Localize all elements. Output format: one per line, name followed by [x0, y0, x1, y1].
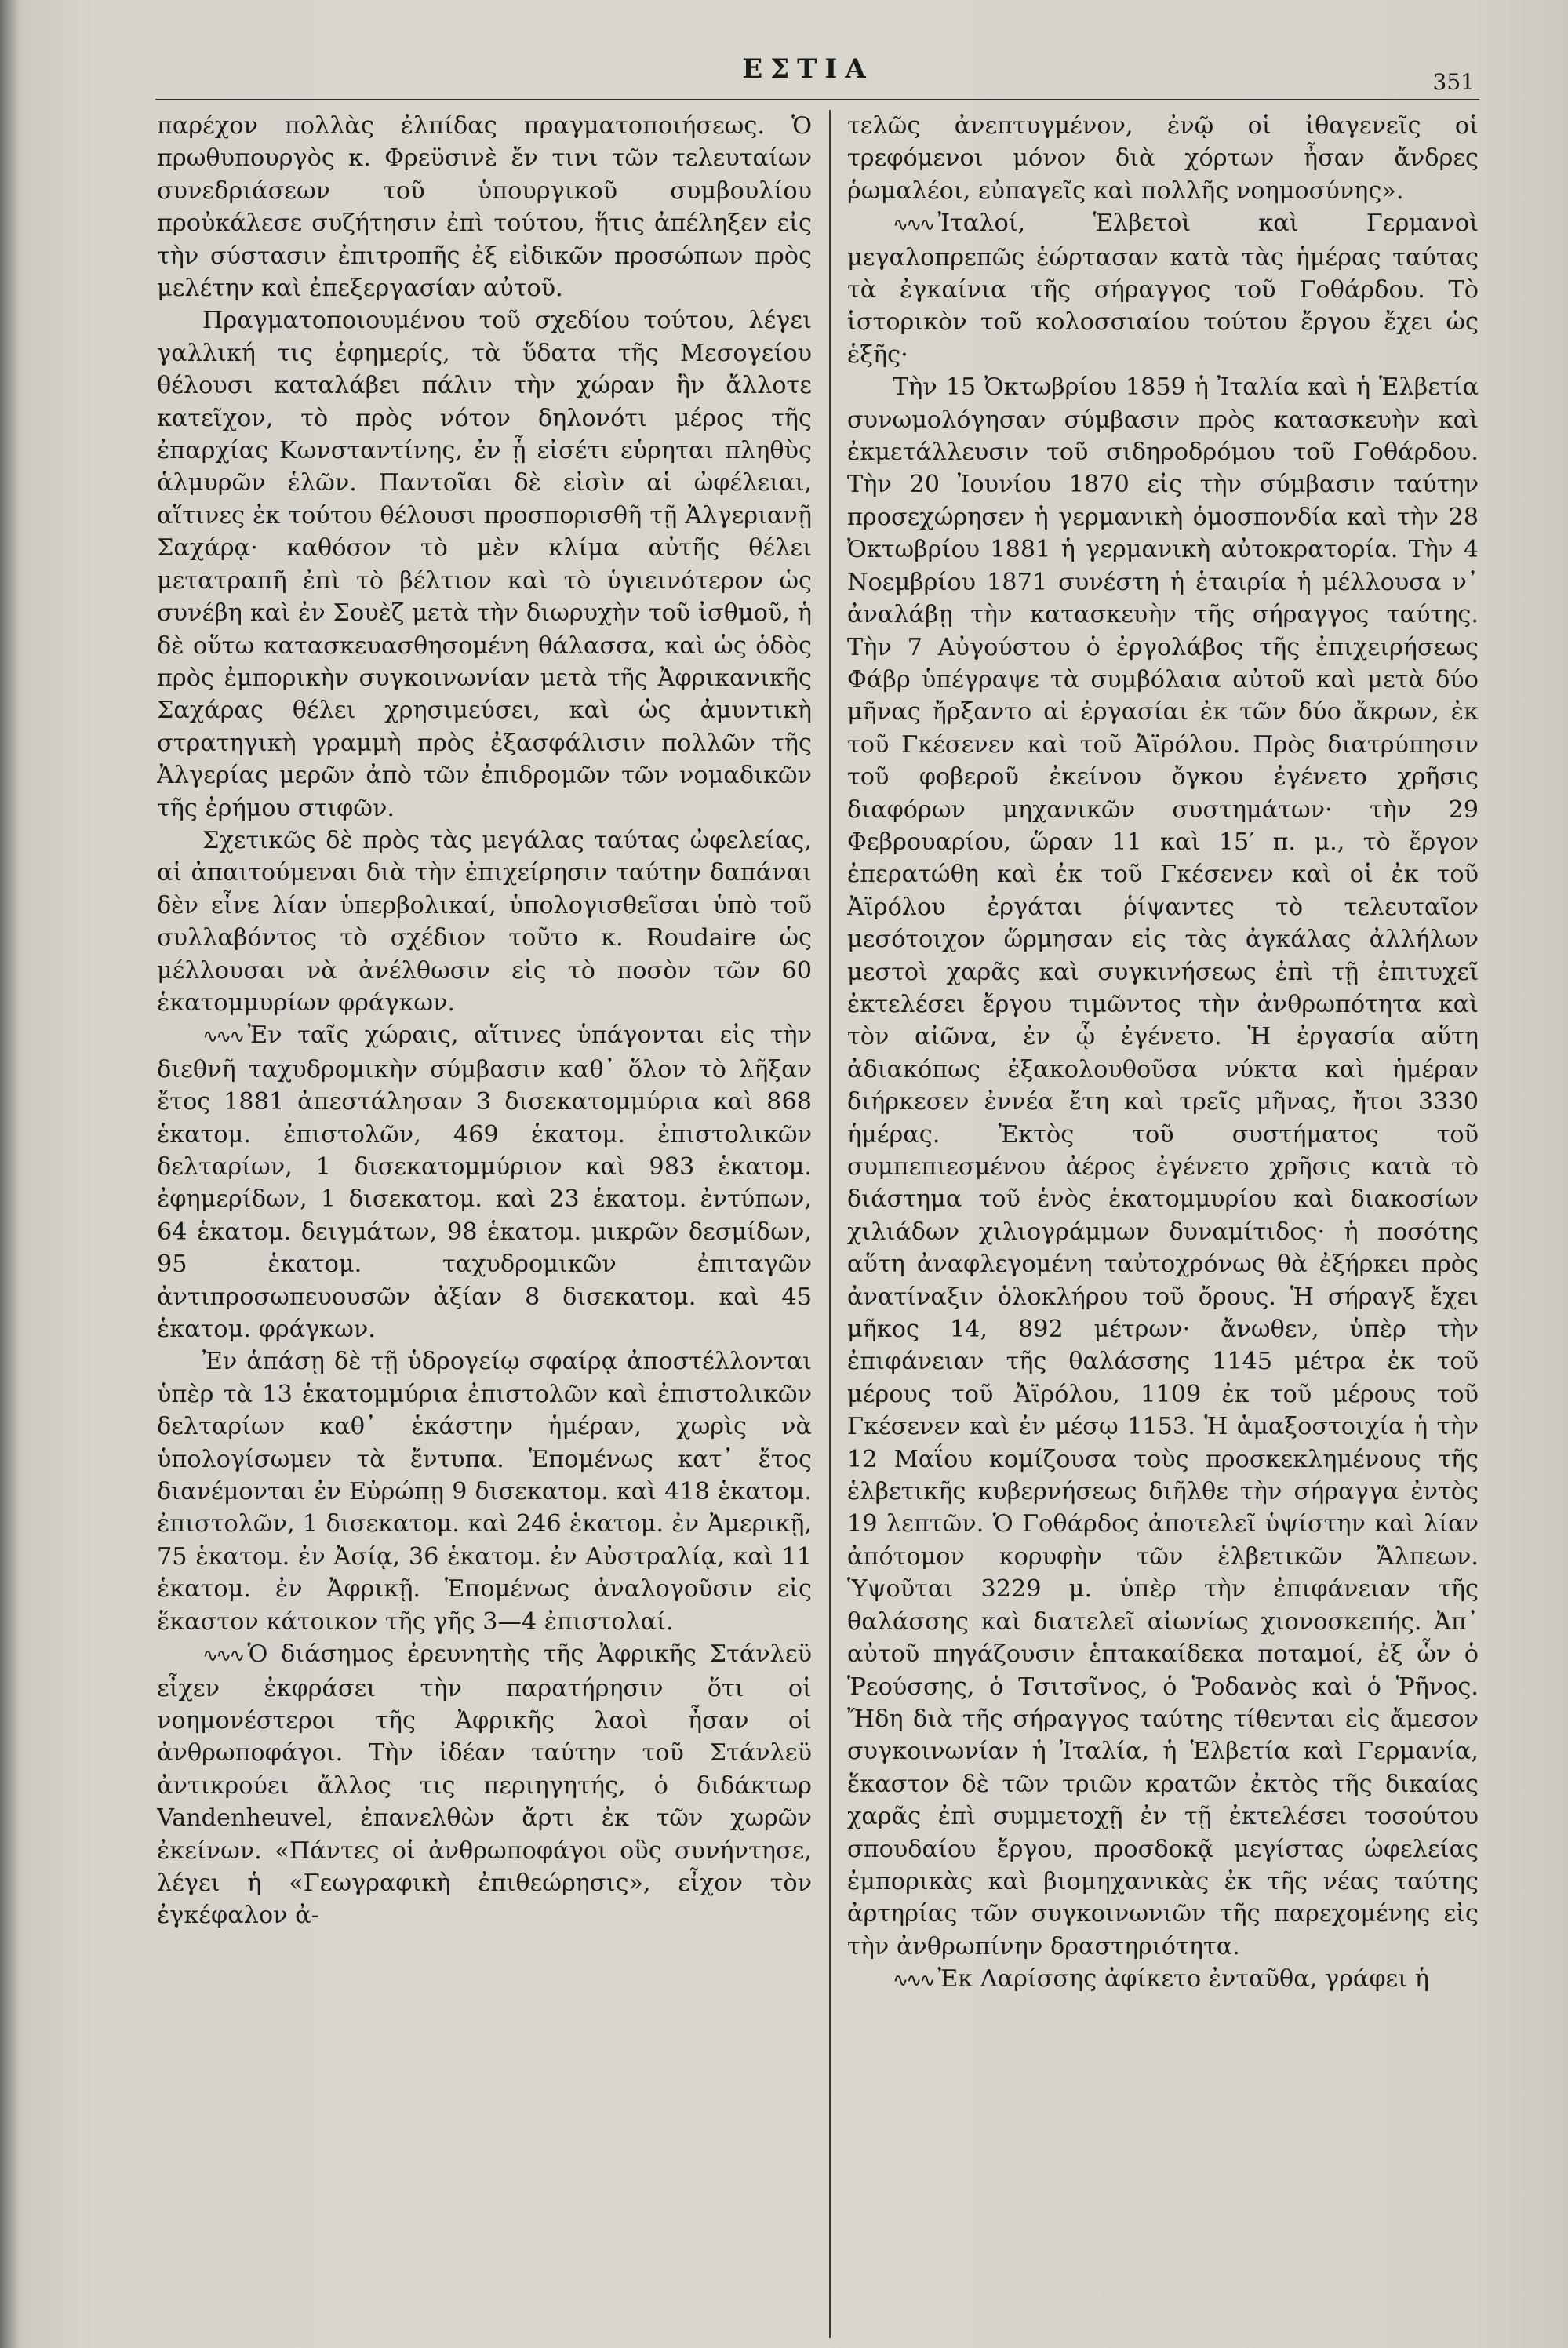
- paragraph-stanley-text: Ὁ διάσημος ἐρευνητὴς τῆς Ἀφρικῆς Στάνλεϋ εἶχεν ἐκφράσει τὴν παρατήρησιν ὅτι οἱ νοημονέστεροι τῆς Ἀφρικῆς λαοὶ ἦσαν οἱ ἀνθρωποφάγοι. Τὴν ἰδέαν ταύτην τοῦ Στάνλεϋ ἀντικρούει ἄλλος τις περιηγητής, ὁ διδάκτωρ Vandenheuvel, ἐπανελθὼν ἄρτι ἐκ τῶν χωρῶν ἐκείνων. «Πάντες οἱ ἀνθρωποφάγοι οὓς συνήντησε, λέγει ἡ «Γεωγραφικὴ ἐπιθεώρησις», εἶχον τὸν ἐγκέφαλον ἀ-: [157, 1640, 812, 1930]
- section-mark: ∿∿∿: [893, 1969, 933, 1992]
- paragraph-postal-union-text: Ἐν ταῖς χώραις, αἵτινες ὑπάγονται εἰς τὴν διεθνῆ ταχυδρομικὴν σύμβασιν καθ᾽ ὅλον τὸ λῆξαν ἔτος 1881 ἀπεστάλησαν 3 δισεκατομμύρια καὶ 868 ἑκατομ. ἐπιστολῶν, 469 ἑκατομ. ἐπιστολικῶν δελταρίων, 1 δισεκατομμύριον καὶ 983 ἑκατομ. ἐφημερίδων, 1 δισεκατομ. καὶ 23 ἑκατομ. ἐντύπων, 64 ἑκατομ. δειγμάτων, 98 ἑκατομ. μικρῶν δεσμίδων, 95 ἑκατομ. ταχυδρομικῶν ἐπιταγῶν ἀντιπροσωπευουσῶν ἀξίαν 8 δισεκατομ. καὶ 45 ἑκατομ. φράγκων.: [157, 1021, 812, 1344]
- right-column: [847, 110, 1479, 1997]
- section-mark: ∿∿∿: [202, 1025, 243, 1048]
- paragraph-costs: Σχετικῶς δὲ πρὸς τὰς μεγάλας ταύτας ὠφελείας, αἱ ἀπαιτούμεναι διὰ τὴν ἐπιχείρησιν ταύτην δαπάναι δὲν εἶνε λίαν ὑπερβολικαί, ὑπολογισθεῖσαι ὑπὸ τοῦ συλλαβόντος τὸ σχέδιον τοῦτο κ. Roudaire ὡς μέλλουσαι νὰ ἀνέλθωσιν εἰς τὸ ποσὸν τῶν 60 ἑκατομμυρίων φράγκων.: [157, 826, 812, 1017]
- paragraph-sahara-sea: Πραγματοποιουμένου τοῦ σχεδίου τούτου, λέγει γαλλική τις ἐφημερίς, τὰ ὕδατα τῆς Μεσογείου θέλουσι καταλάβει πάλιν τὴν χώραν ἣν ἄλλοτε κατεῖχον, τὸ πρὸς νότον δηλονότι μέρος τῆς ἐπαρχίας Κωνσταντίνης, ἐν ᾗ εἰσέτι εὑρηται πληθὺς ἁλμυρῶν ἑλῶν. Παντοῖαι δὲ εἰσὶν αἱ ὠφέλειαι, αἵτινες ἐκ τούτου θέλουσι προσπορισθῆ τῇ Ἀλγεριανῇ Σαχάρᾳ· καθόσον τὸ μὲν κλίμα αὐτῆς θέλει μετατραπῆ ἐπὶ τὸ βέλτιον καὶ τὸ ὑγιεινότερον ὡς συνέβη καὶ ἐν Σουὲζ μετὰ τὴν διωρυχὴν τοῦ ἰσθμοῦ, ἡ δὲ οὕτω κατασκευασθησομένη θάλασσα, καὶ ὡς ὁδὸς πρὸς ἐμπορικὴν συγκοινωνίαν μετὰ τῆς Ἀφρικανικῆς Σαχάρας θέλει χρησιμεύσει, καὶ ὡς ἀμυντικὴ στρατηγικὴ γραμμὴ πρὸς ἐξασφάλισιν πολλῶν τῆς Ἀλγερίας μερῶν ἀπὸ τῶν ἐπιδρομῶν τῶν νομαδικῶν τῆς ἐρήμου στιφῶν.: [157, 307, 812, 822]
- paragraph-stanley: [157, 1638, 812, 1932]
- paragraph-larissa-text: Ἐκ Λαρίσσης ἀφίκετο ἐνταῦθα, γράφει ἡ: [937, 1965, 1429, 1993]
- section-mark: ∿∿∿: [202, 1644, 243, 1667]
- paragraph-roudaire-intro: παρέχον πολλὰς ἐλπίδας πραγματοποιήσεως. Ὁ πρωθυπουργὸς κ. Φρεϋσινὲ ἔν τινι τῶν τελευταίων συνεδριάσεων τοῦ ὑπουργικοῦ συμβουλίου προὐκάλεσε συζήτησιν ἐπὶ τούτου, ἥτις ἀπέληξεν εἰς τὴν σύστασιν ἐπιτροπῆς ἐξ εἰδικῶν προσώπων πρὸς μελέτην καὶ ἐπεξεργασίαν αὐτοῦ.: [157, 112, 812, 303]
- paragraph-world-letters: Ἐν ἁπάσῃ δὲ τῇ ὑδρογείῳ σφαίρᾳ ἀποστέλλονται ὑπὲρ τὰ 13 ἑκατομμύρια ἐπιστολῶν καὶ ἐπιστολικῶν δελταρίων καθ᾽ ἑκάστην ἡμέραν, χωρὶς νὰ ὑπολογίσωμεν τὰ ἔντυπα. Ἑπομένως κατ᾽ ἔτος διανέμονται ἐν Εὐρώπῃ 9 δισεκατομ. καὶ 418 ἑκατομ. ἐπιστολῶν, 1 δισεκατομ. καὶ 246 ἑκατομ. ἐν Ἀμερικῇ, 75 ἑκατομ. ἐν Ἀσίᾳ, 36 ἑκατομ. ἐν Αὐστραλίᾳ, καὶ 11 ἑκατομ. ἐν Ἀφρικῇ. Ἑπομένως ἀναλογοῦσιν εἰς ἕκαστον κάτοικον τῆς γῆς 3—4 ἐπιστολαί.: [157, 1348, 812, 1636]
- paragraph-gotthard-intro-text: Ἰταλοί, Ἑλβετοὶ καὶ Γερμανοὶ μεγαλοπρεπῶς ἑώρτασαν κατὰ τὰς ἡμέρας ταύτας τὰ ἐγκαίνια τῆς σήραγγος τοῦ Γοθάρδου. Τὸ ἱστορικὸν τοῦ κολοσσιαίου τούτου ἔργου ἔχει ὡς ἑξῆς·: [847, 209, 1479, 369]
- page-header: [141, 49, 1475, 96]
- binding-shadow: [0, 0, 20, 2348]
- paragraph-larissa: [847, 1963, 1479, 1997]
- paragraph-gotthard-intro: [847, 207, 1479, 371]
- masthead-title: ΕΣΤΙΑ: [742, 53, 874, 85]
- column-divider: [829, 110, 831, 2338]
- page-number: 351: [1432, 69, 1475, 95]
- section-mark: ∿∿∿: [893, 213, 933, 236]
- left-column: [157, 110, 812, 1932]
- header-rule: [155, 99, 1479, 100]
- paragraph-cannibals-end: τελῶς ἀνεπτυγμένον, ἐνῷ οἱ ἰθαγενεῖς οἱ τρεφόμενοι μόνον διὰ χόρτων ἦσαν ἄνδρες ῥωμαλέοι, εὐπαγεῖς καὶ πολλῆς νοημοσύνης».: [847, 112, 1479, 205]
- paragraph-gotthard-history: Τὴν 15 Ὀκτωβρίου 1859 ἡ Ἰταλία καὶ ἡ Ἑλβετία συνωμολόγησαν σύμβασιν πρὸς κατασκευὴν καὶ ἐκμετάλλευσιν τοῦ σιδηροδρόμου τοῦ Γοθάρδου. Τὴν 20 Ἰουνίου 1870 εἰς τὴν σύμβασιν ταύτην προσεχώρησεν ἡ γερμανικὴ ὁμοσπονδία καὶ τὴν 28 Ὀκτωβρίου 1881 ἡ γερμανικὴ αὐτοκρατορία. Τὴν 4 Νοεμβρίου 1871 συνέστη ἡ ἑταιρία ἡ μέλλουσα ν᾽ ἀναλάβῃ τὴν κατασκευὴν τῆς σήραγγος ταύτης. Τὴν 7 Αὐγούστου ὁ ἐργολάβος τῆς ἐπιχειρήσεως Φάβρ ὑπέγραψε τὰ συμβόλαια αὐτοῦ καὶ μετὰ δύο μῆνας ἤρξαντο αἱ ἐργασίαι ἐκ τῶν δύο ἄκρων, ἐκ τοῦ Γκέσενεν καὶ τοῦ Ἀϊρόλου. Πρὸς διατρύπησιν τοῦ φοβεροῦ ἐκείνου ὄγκου ἐγένετο χρῆσις διαφόρων μηχανικῶν συστημάτων· τὴν 29 Φεβρουαρίου, ὥραν 11 καὶ 15′ π. μ., τὸ ἔργον ἐπερατώθη καὶ ἐκ τοῦ Γκέσενεν καὶ οἱ ἐκ τοῦ Ἀϊρόλου ἐργάται ῥίψαντες τὸ τελευταῖον μεσότοιχον ὥρμησαν εἰς τὰς ἀγκάλας ἀλλήλων μεστοὶ χαρᾶς καὶ συγκινήσεως ἐπὶ τῇ ἐπιτυχεῖ ἐκτελέσει ἔργου τιμῶντος τὴν ἀνθρωπότητα καὶ τὸν αἰῶνα, ἐν ᾧ ἐγένετο. Ἡ ἐργασία αὕτη ἀδιακόπως ἐξακολουθοῦσα νύκτα καὶ ἡμέραν διήρκεσεν ἐννέα ἔτη καὶ τρεῖς μῆνας, ἤτοι 3330 ἡμέρας. Ἐκτὸς τοῦ συστήματος τοῦ συμπεπιεσμένου ἀέρος ἐγένετο χρῆσις κατὰ τὸ διάστημα τοῦ ἑνὸς ἑκατομμυρίου καὶ διακοσίων χιλιάδων χιλιογράμμων δυναμίτιδος· ἡ ποσότης αὕτη ἀναφλεγομένη ταὐτοχρόνως θὰ ἐξήρκει πρὸς ἀνατίναξιν ὁλοκλήρου τοῦ ὄρους. Ἡ σήραγξ ἔχει μῆκος 14, 892 μέτρων· ἄνωθεν, ὑπὲρ τὴν ἐπιφάνειαν τῆς θαλάσσης 1145 μέτρα ἐκ τοῦ μέρους τοῦ Ἀϊρόλου, 1109 ἐκ τοῦ μέρους τοῦ Γκέσενεν καὶ ἐν μέσῳ 1153. Ἡ ἁμαξοστοιχία ἡ τὴν 12 Μαΐου κομίζουσα τοὺς προσκεκλημένους τῆς ἑλβετικῆς κυβερνήσεως διῆλθε τὴν σήραγγα ἐντὸς 19 λεπτῶν. Ὁ Γοθάρδος ἀποτελεῖ ὑψίστην καὶ λίαν ἀπότομον κορυφὴν τῶν ἑλβετικῶν Ἄλπεων. Ὑψοῦται 3229 μ. ὑπὲρ τὴν ἐπιφάνειαν τῆς θαλάσσης καὶ διατελεῖ αἰωνίως χιονοσκεπής. Ἀπ᾽ αὐτοῦ πηγάζουσιν ἑπτακαίδεκα ποταμοί, ἐξ ὧν ὁ Ῥεούσσης, ὁ Τσιτσῖνος, ὁ Ῥοδανὸς καὶ ὁ Ῥῆνος. Ἤδη διὰ τῆς σήραγγος ταύτης τίθενται εἰς ἄμεσον συγκοινωνίαν ἡ Ἰταλία, ἡ Ἑλβετία καὶ Γερμανία, ἕκαστον δὲ τῶν τριῶν κρατῶν ἐκτὸς τῆς δικαίας χαρᾶς ἐπὶ συμμετοχῇ ἐν τῇ ἐκτελέσει τοσούτου σπουδαίου ἔργου, προσδοκᾷ μεγίστας ὠφελείας ἐμπορικὰς καὶ βιομηχανικὰς ἐκ τῆς νέας ταύτης ἀρτηρίας τῶν συγκοινωνιῶν τῆς παρεχομένης εἰς τὴν ἀνθρωπίνην δραστηριότητα.: [847, 373, 1479, 1960]
- paragraph-postal-union: [157, 1019, 812, 1345]
